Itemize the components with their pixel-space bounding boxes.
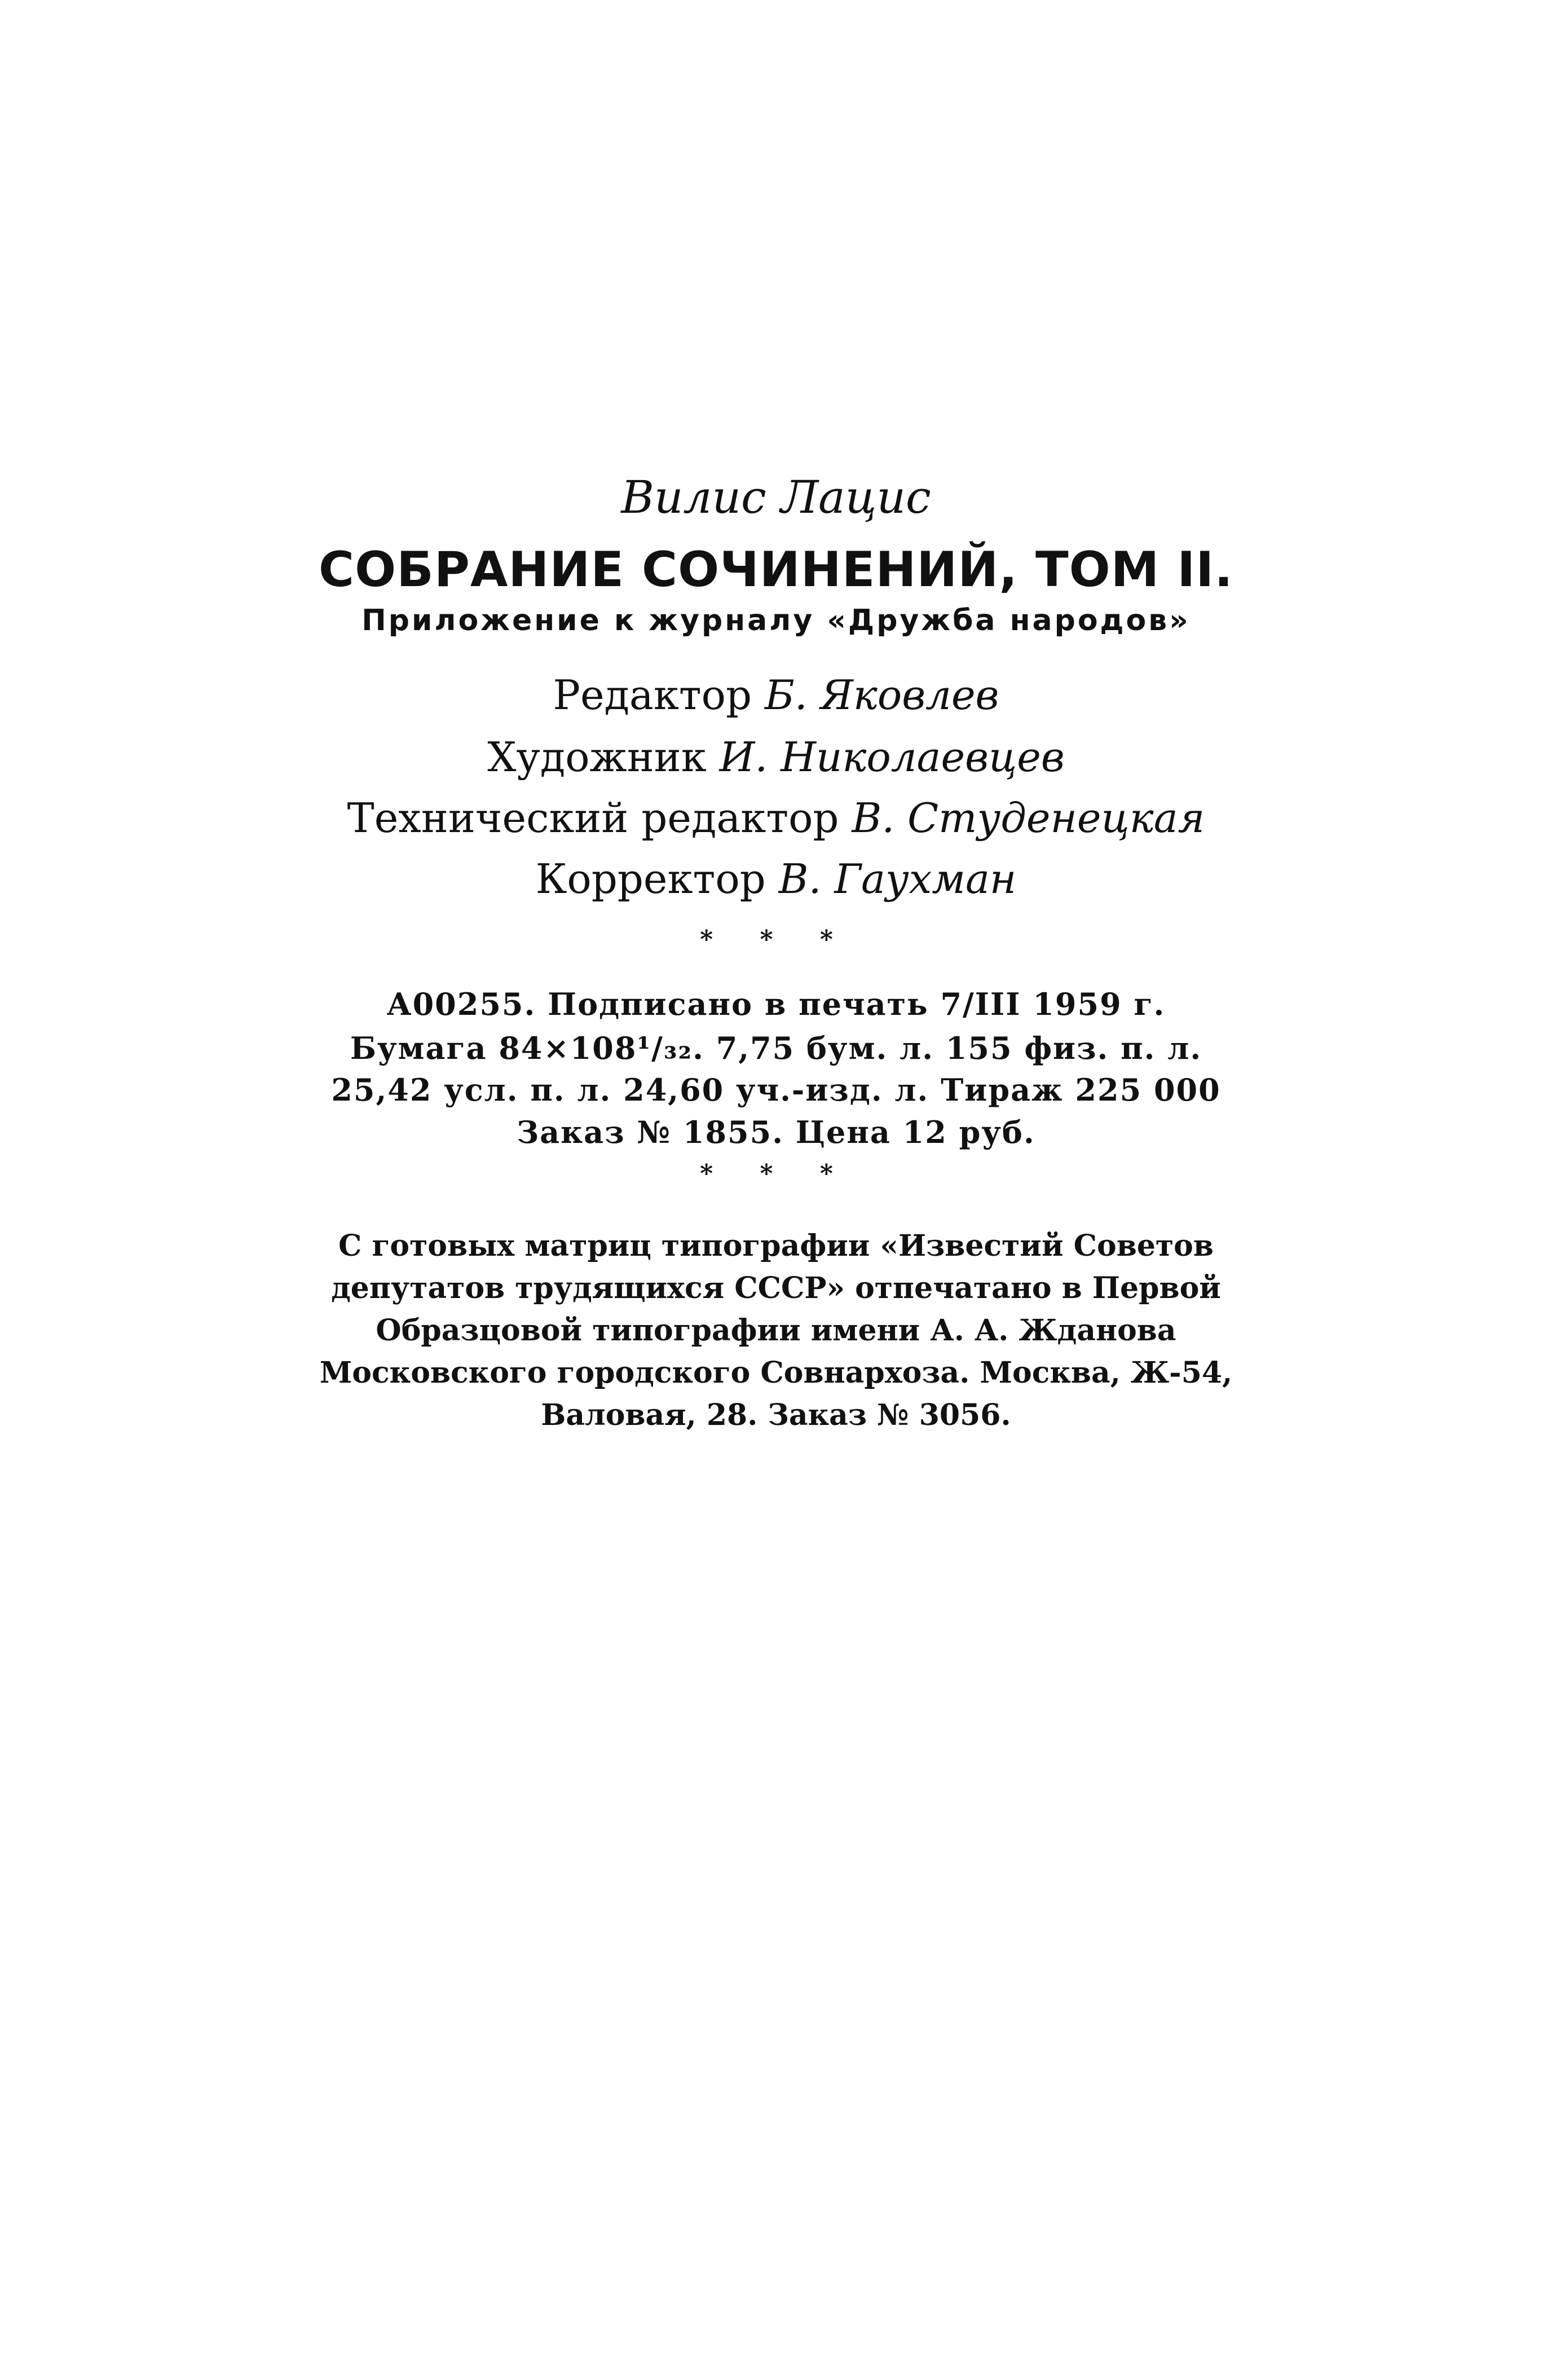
printer-line: Московского городского Совнархоза. Москва, Ж-54, (319, 1356, 1233, 1390)
credit-editor (0, 671, 1552, 719)
credit-person: В. Гаухман (778, 855, 1017, 903)
credit-technical-editor (0, 794, 1552, 842)
imprint-line: Бумага 84×108¹/₃₂. 7,75 бум. л. 155 физ. п. л. (350, 1030, 1202, 1066)
printer-line: Валовая, 28. Заказ № 3056. (541, 1398, 1011, 1432)
credit-role: Технический редактор (347, 794, 839, 842)
credit-role: Художник (487, 733, 707, 781)
separator-stars: * * * (700, 1159, 852, 1188)
credit-proofreader (0, 855, 1552, 903)
credit-artist (0, 733, 1552, 781)
credit-person: Б. Яковлев (765, 671, 999, 719)
author-name: Вилис Лацис (621, 471, 931, 523)
separator-stars: * * * (700, 925, 852, 954)
imprint-line: Заказ № 1855. Цена 12 руб. (517, 1114, 1035, 1150)
imprint-line: А00255. Подписано в печать 7/III 1959 г. (386, 986, 1166, 1022)
book-subtitle: Приложение к журналу «Дружба народов» (361, 604, 1191, 637)
imprint-line: 25,42 усл. п. л. 24,60 уч.-изд. л. Тираж 225 000 (331, 1072, 1221, 1108)
credit-role: Корректор (535, 855, 766, 903)
credit-person: И. Николаевцев (719, 733, 1065, 781)
book-title: СОБРАНИЕ СОЧИНЕНИЙ, ТОМ II. (319, 542, 1233, 598)
credit-person: В. Студенецкая (852, 794, 1205, 842)
printer-line: депутатов трудящихся СССР» отпечатано в Первой (331, 1271, 1221, 1305)
printer-line: Образцовой типографии имени А. А. Жданова (376, 1313, 1176, 1348)
credit-role: Редактор (553, 671, 752, 719)
printer-line: С готовых матриц типографии «Известий Советов (338, 1229, 1214, 1263)
